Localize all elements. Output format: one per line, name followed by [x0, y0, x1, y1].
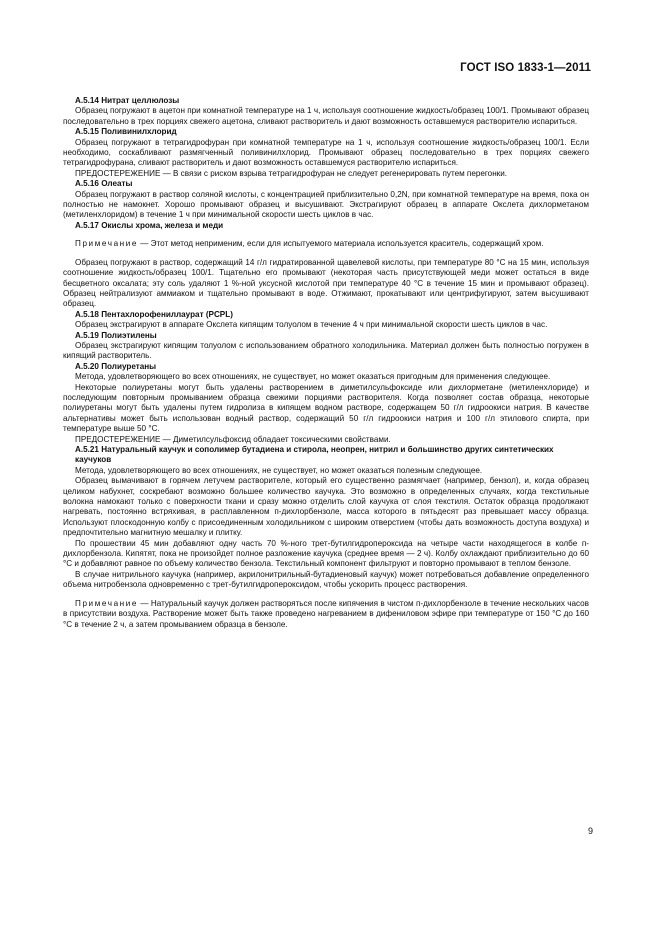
- section-title: А.5.17 Окислы хрома, железа и меди: [75, 220, 224, 230]
- warning-text: ПРЕДОСТЕРЕЖЕНИЕ — В связи с риском взрыва тетрагидрофуран не следует регенерировать путем перегонки.: [75, 168, 508, 178]
- paragraph: В случае нитрильного каучука (например, акрилонитрильный-бутадиеновый каучук) может потребоваться добавление определенного объема нитробензола одновременно с трет-бутилгидропероксидом, чтобы ускорить процесс растворения.: [63, 569, 589, 590]
- paragraph: Образец экстрагируют в аппарате Окслета кипящим толуолом в течение 4 ч при минимальной скорости шесть циклов в час.: [75, 320, 548, 330]
- document-body: [63, 96, 589, 630]
- note-text: — Этот метод неприменим, если для испытуемого материала используется краситель, содержащий хром.: [138, 239, 544, 249]
- section-title: А.5.15 Поливинилхлорид: [75, 127, 177, 137]
- paragraph: Некоторые полиуретаны могут быть удалены растворением в диметилсульфоксиде или дихлорметане (метиленхлориде) и последующим повторным промыванием образца свежими порциями растворителя. Когда позволяет состав образца, некоторые полиуретаны могут быть удалены путем гидролиза в кипящем водном растворе, содержащем 50 г/л гидроокиси натрия. В качестве альтернативы может быть использован водный раствор, содержащий 50 г/л гидроокиси натрия и 100 г/л этилового спирта, при температуре выше 50 °С.: [63, 382, 589, 434]
- paragraph: По прошествии 45 мин добавляют одну часть 70 %-ного трет-бутилгидропероксида на четыре части находящегося в колбе п-дихлорбензола. Кипятят, пока не произойдет полное разложение каучука (среднее время — 2 ч). Колбу охлаждают приблизительно до 60 °С и добавляют равное по объему количество бензола. Текстильный компонент фильтруют и повторно промывают в теплом бензоле.: [63, 538, 589, 569]
- section-title: А.5.19 Полиэтилены: [75, 330, 157, 340]
- paragraph: Метода, удовлетворяющего во всех отношениях, не существует, но может оказаться полезным следующее.: [75, 465, 483, 475]
- warning-text: ПРЕДОСТЕРЕЖЕНИЕ — Диметилсульфоксид обладает токсическими свойствами.: [75, 434, 391, 444]
- note: [63, 239, 589, 249]
- paragraph: Образец погружают в ацетон при комнатной температуре на 1 ч, используя соотношение жидкость/образец 100/1. Промывают образец последовательно в трех порциях свежего ацетона, сливают растворитель и дают возможность оставшемуся растворителю испариться.: [63, 106, 589, 126]
- section-title: А.5.16 Олеаты: [75, 179, 133, 189]
- section-title: А.5.18 Пентахлорофениллаурат (PCPL): [75, 309, 233, 319]
- paragraph: Образец погружают в раствор, содержащий 14 г/л гидратированной щавелевой кислоты, при температуре 80 °С на 15 мин, используя соотношение жидкость/образец 100/1. Тщательно его промывают (некоторая часть присутствующей меди может остаться в виде бесцветного оксалата; эту соль удаляют 1 %-ной уксусной кислотой при температуре 40 °С в течение 15 мин и промывают образец). Образец нейтрализуют аммиаком и тщательно промывают в воде. Отжимают, прокатывают или центрифугируют, затем высушивают образец.: [63, 257, 589, 309]
- paragraph: Образец вымачивают в горячем летучем растворителе, который его существенно размягчает (например, бензол), и, когда образец целиком набухнет, соскребают возможно большее количество каучука. Это возможно в определенных случаях, когда текстильные волокна намокают только с поверхности ткани и сразу можно отделить слой каучука от слоя текстиля. Остаток образца продолжают нагревать, постоянно встряхивая, в расплавленном п-дихлорбензоле, масса которого в пятьдесят раз превышает массу образца. Используют плоскодонную колбу с присоединенным холодильником с широким отверстием (чтобы дать возможность доступа воздуха) и предпочтительно магнитную мешалку и плитку.: [63, 476, 589, 538]
- note: [63, 599, 589, 630]
- paragraph: Образец погружают в раствор соляной кислоты, с концентрацией приблизительно 0,2N, при комнатной температуре на время, пока он полностью не намокнет. Хорошо промывают образец и высушивают. Экстрагируют образец в аппарате Окслета дихлорметаном (метиленхлоридом) в течение 1 ч при минимальной скорости шесть циклов в час.: [63, 189, 589, 220]
- section-title: А.5.20 Полиуретаны: [75, 361, 157, 371]
- section-title: А.5.21 Натуральный каучук и сополимер бутадиена и стирола, неопрен, нитрил и большинство других синтетических каучуков: [75, 445, 554, 465]
- note-label: Примечание: [75, 239, 139, 249]
- page-number: 9: [587, 826, 593, 836]
- note-label: Примечание: [75, 598, 139, 608]
- document-id: ГОСТ ISO 1833-1—2011: [460, 62, 591, 74]
- paragraph: Метода, удовлетворяющего во всех отношениях, не существует, но может оказаться пригодным для применения следующее.: [75, 372, 551, 382]
- paragraph: Образец экстрагируют кипящим толуолом с использованием обратного холодильника. Материал должен быть полностью погружен в кипящий растворитель.: [63, 340, 589, 361]
- note-text: — Натуральный каучук должен растворяться после кипячения в чистом п-дихлорбензоле в течение нескольких часов в присутствии воздуха. Растворение может быть также проведено нагреванием в дифениловом эфире при температуре от 150 °С до 160 °С в течение 2 ч, а затем промыванием образца в бензоле.: [63, 598, 589, 629]
- paragraph: Образец погружают в тетрагидрофуран при комнатной температуре на 1 ч, используя соотношение жидкость/образец 100/1. Если необходимо, соскабливают размягченный поливинилхлорид. Промывают образец последовательно в трех порциях свежего тетрагидрофурана, сливают растворитель и дают возможность оставшемуся растворителю испариться.: [63, 137, 589, 168]
- section-title: А.5.14 Нитрат целлюлозы: [75, 96, 180, 105]
